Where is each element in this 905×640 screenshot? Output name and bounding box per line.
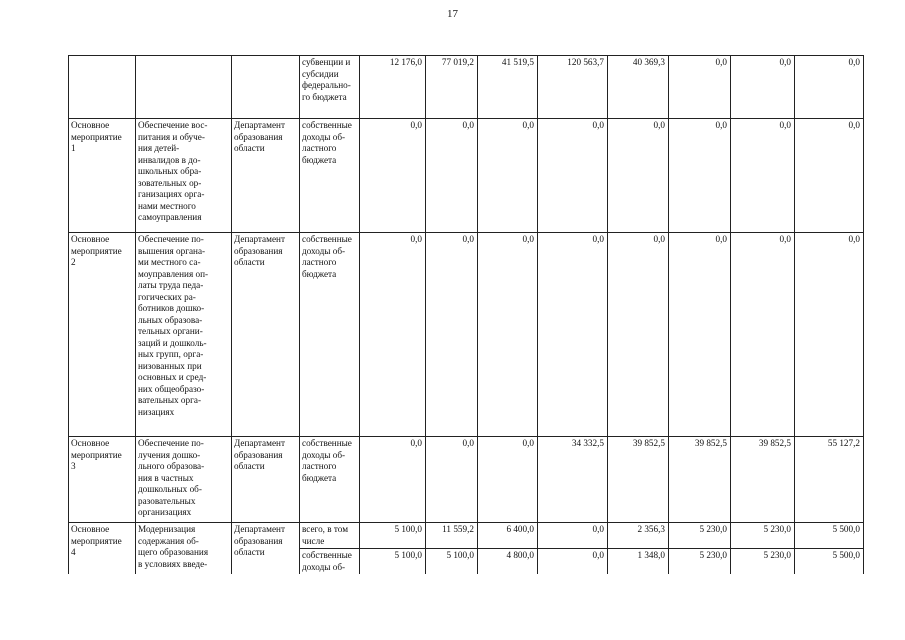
value-cell: 0,0: [731, 233, 795, 437]
value-cell: 0,0: [608, 233, 669, 437]
name-cell: Модернизация содержания об- щего образования в условиях введе-: [136, 523, 232, 575]
name-cell: Обеспечение по- вышения органа- ми местного са- моуправления оп- латы труда педа- гогических ра- ботников дошко- льных образова- тельных органи- заций и дошколь- ных групп, орга- низованных при основных и сред- них общеобразо- вательных орга- низациях: [136, 233, 232, 437]
value-cell: 41 519,5: [478, 56, 538, 119]
value-cell: 11 559,2: [426, 523, 478, 549]
value-cell: 0,0: [478, 233, 538, 437]
value-cell: 2 356,3: [608, 523, 669, 549]
executor-cell: Департамент образования области: [232, 523, 300, 575]
value-cell: 5 100,0: [360, 549, 426, 575]
value-cell: 1 348,0: [608, 549, 669, 575]
name-cell: Обеспечение вос- питания и обуче- ния детей- инвалидов в до- школьных обра- зовательных ор- ганизациях орга- нами местного самоуправления: [136, 119, 232, 233]
value-cell: 5 100,0: [426, 549, 478, 575]
value-cell: 120 563,7: [538, 56, 608, 119]
value-cell: 77 019,2: [426, 56, 478, 119]
value-cell: 0,0: [669, 56, 731, 119]
value-cell: 0,0: [608, 119, 669, 233]
value-cell: 0,0: [795, 119, 864, 233]
value-cell: 0,0: [360, 119, 426, 233]
value-cell: 5 500,0: [795, 523, 864, 549]
value-cell: 0,0: [426, 119, 478, 233]
source-cell: собственные доходы об- ластного бюджета: [300, 437, 360, 523]
name-cell: [136, 56, 232, 119]
value-cell: 0,0: [478, 437, 538, 523]
value-cell: 40 369,3: [608, 56, 669, 119]
value-cell: 39 852,5: [669, 437, 731, 523]
value-cell: 0,0: [360, 233, 426, 437]
value-cell: 0,0: [731, 56, 795, 119]
source-cell: всего, в том числе: [300, 523, 360, 549]
executor-cell: [232, 56, 300, 119]
table-row: [69, 56, 864, 119]
value-cell: 5 500,0: [795, 549, 864, 575]
value-cell: 0,0: [360, 437, 426, 523]
value-cell: 0,0: [538, 119, 608, 233]
value-cell: 5 230,0: [731, 523, 795, 549]
page-number: 17: [447, 8, 458, 20]
value-cell: 34 332,5: [538, 437, 608, 523]
name-cell: Обеспечение по- лучения дошко- льного образова- ния в частных дошкольных об- разовательных организациях: [136, 437, 232, 523]
value-cell: 0,0: [669, 233, 731, 437]
table-row: [69, 523, 864, 549]
value-cell: 5 230,0: [669, 523, 731, 549]
table-row: [69, 437, 864, 523]
table-row: [69, 233, 864, 437]
value-cell: 0,0: [538, 549, 608, 575]
executor-cell: Департамент образования области: [232, 437, 300, 523]
value-cell: 39 852,5: [731, 437, 795, 523]
value-cell: 0,0: [731, 119, 795, 233]
event-cell: Основное мероприятие 2: [69, 233, 136, 437]
source-cell: собственные доходы об- ластного бюджета: [300, 233, 360, 437]
source-cell: собственные доходы об- ластного бюджета: [300, 119, 360, 233]
value-cell: 0,0: [478, 119, 538, 233]
value-cell: 0,0: [669, 119, 731, 233]
value-cell: 5 230,0: [731, 549, 795, 575]
value-cell: 39 852,5: [608, 437, 669, 523]
value-cell: 0,0: [795, 233, 864, 437]
source-cell: собственные доходы об-: [300, 549, 360, 575]
value-cell: 0,0: [426, 233, 478, 437]
value-cell: 55 127,2: [795, 437, 864, 523]
event-cell: Основное мероприятие 4: [69, 523, 136, 575]
value-cell: 12 176,0: [360, 56, 426, 119]
source-cell: субвенции и субсидии федерально- го бюджета: [300, 56, 360, 119]
value-cell: 6 400,0: [478, 523, 538, 549]
table-row: [69, 119, 864, 233]
value-cell: 0,0: [538, 523, 608, 549]
event-cell: Основное мероприятие 1: [69, 119, 136, 233]
event-cell: Основное мероприятие 3: [69, 437, 136, 523]
value-cell: 5 230,0: [669, 549, 731, 575]
value-cell: 0,0: [538, 233, 608, 437]
value-cell: 5 100,0: [360, 523, 426, 549]
budget-table: [68, 55, 864, 574]
value-cell: 4 800,0: [478, 549, 538, 575]
event-cell: [69, 56, 136, 119]
executor-cell: Департамент образования области: [232, 119, 300, 233]
value-cell: 0,0: [426, 437, 478, 523]
value-cell: 0,0: [795, 56, 864, 119]
executor-cell: Департамент образования области: [232, 233, 300, 437]
